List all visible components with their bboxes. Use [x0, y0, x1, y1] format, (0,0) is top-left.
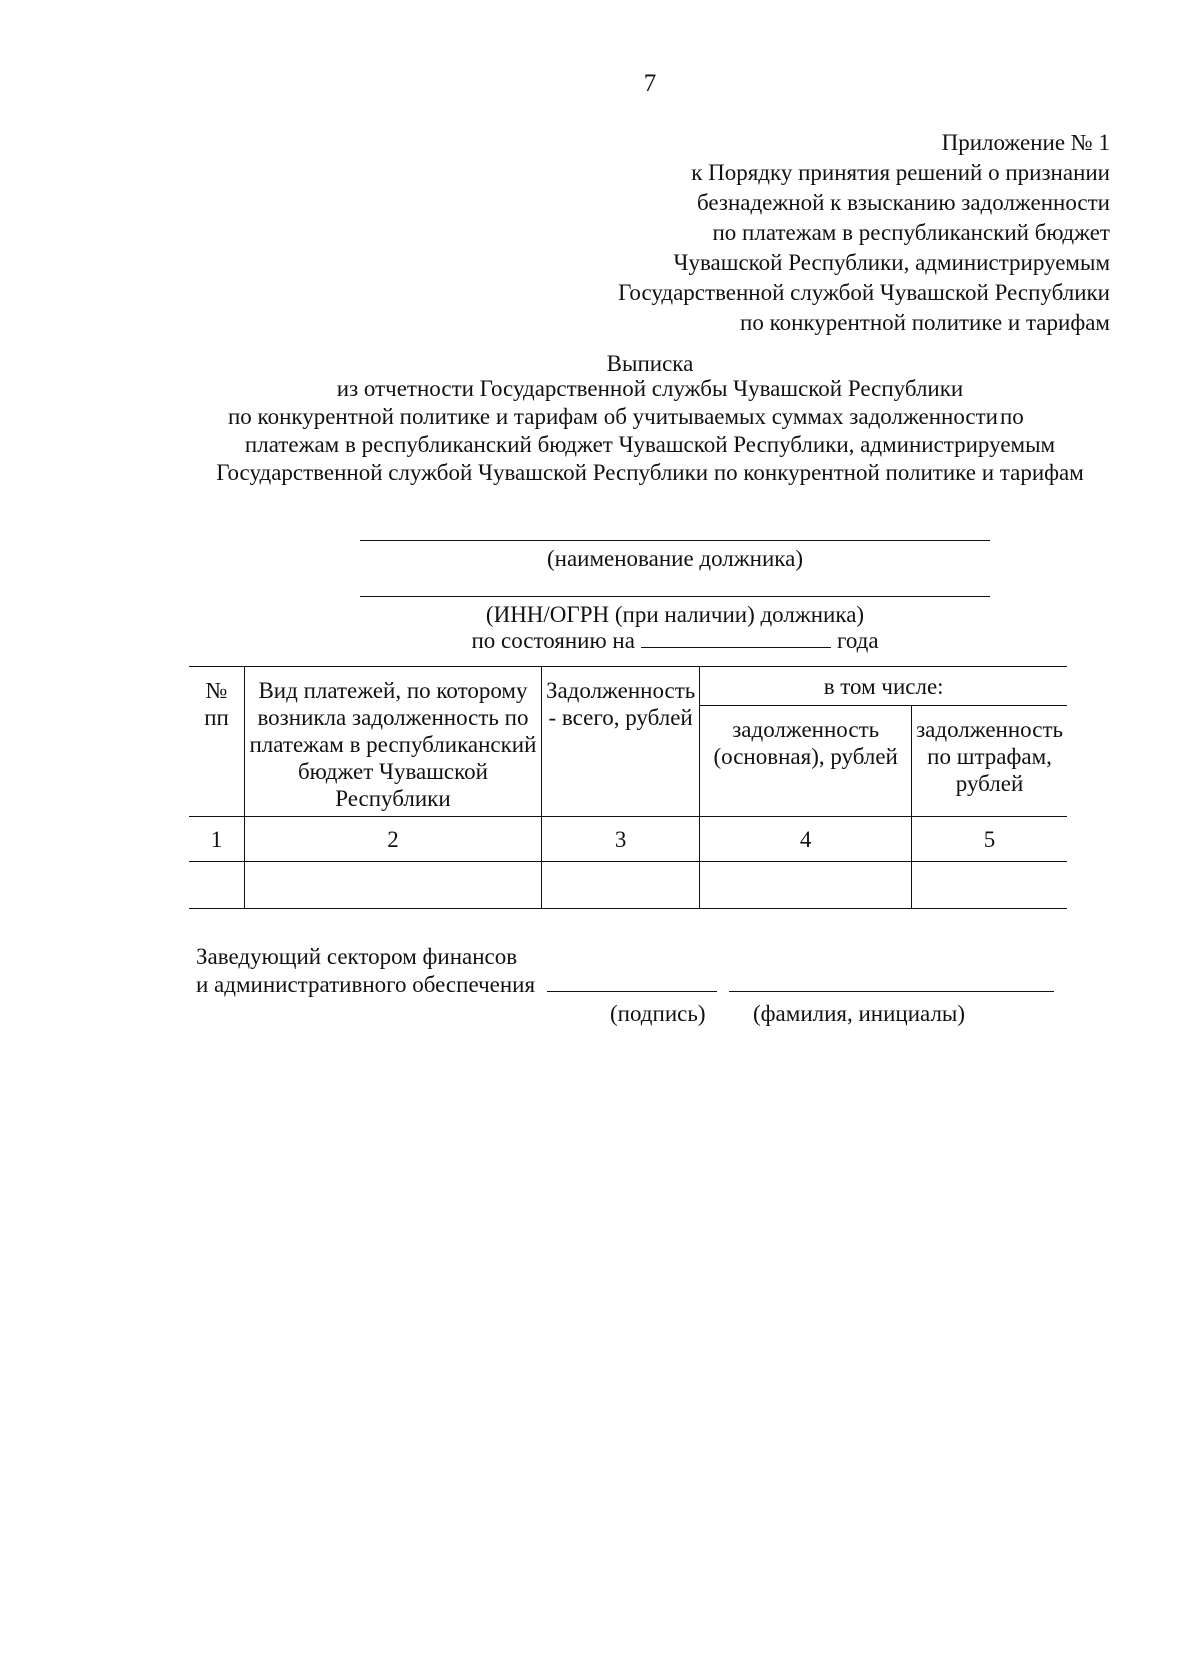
header-number: № пп [189, 667, 245, 817]
header-including: в том числе: [700, 667, 1067, 706]
debtor-inn-caption: (ИНН/ОГРН (при наличии) должника) [485, 602, 865, 627]
as-of-suffix: года [836, 628, 879, 653]
full-name-line[interactable] [729, 973, 1054, 992]
subtitle-line-3: платежам в республиканский бюджет Чувашской Республики, администрируемым [244, 432, 1056, 457]
signature-line[interactable] [547, 973, 717, 992]
debt-table [189, 666, 1067, 909]
appendix-line: Приложение № 1 [941, 130, 1110, 155]
appendix-line: Чувашской Республики, администрируемым [673, 250, 1110, 275]
document-subtitle [200, 375, 1100, 487]
subtitle-line-2-right: по [1000, 404, 1024, 429]
as-of-date-blank[interactable] [641, 629, 831, 648]
column-number: 2 [245, 817, 542, 862]
table-cell[interactable] [912, 862, 1067, 909]
table-cell[interactable] [541, 862, 699, 909]
appendix-reference [470, 128, 1110, 338]
page-number: 7 [643, 70, 657, 97]
debtor-name-line[interactable] [360, 540, 990, 541]
signatory-position-line-2 [196, 971, 1096, 999]
appendix-line: по платежам в республиканский бюджет [712, 220, 1110, 245]
header-principal-debt: задолженность (основная), рублей [700, 706, 912, 817]
appendix-line: к Порядку принятия решений о признании [691, 160, 1110, 185]
signatory-position-line-1: Заведующий сектором финансов [196, 944, 518, 969]
debtor-inn-line[interactable] [360, 596, 990, 597]
column-number: 4 [700, 817, 912, 862]
as-of-date-line [360, 627, 990, 655]
column-number: 3 [541, 817, 699, 862]
header-fines-debt: задолженность по штрафам, рублей [912, 706, 1067, 817]
table-cell[interactable] [245, 862, 542, 909]
table-cell[interactable] [189, 862, 245, 909]
appendix-line: безнадежной к взысканию задолженности [696, 190, 1110, 215]
subtitle-line-4: Государственной службой Чувашской Республики по конкурентной политике и тарифам [216, 460, 1084, 485]
full-name-caption: (фамилия, инициалы) [753, 1001, 966, 1026]
subtitle-line-2 [200, 403, 1100, 431]
signatory-block [196, 943, 1096, 999]
appendix-line: Государственной службой Чувашской Республики [618, 280, 1110, 305]
header-payment-type: Вид платежей, по которому возникла задолженность по платежам в республиканский бюджет Чувашской Республики [245, 667, 542, 817]
appendix-line: по конкурентной политике и тарифам [740, 310, 1110, 335]
signature-caption: (подпись) [610, 1001, 706, 1026]
header-total-debt: Задолженность - всего, рублей [541, 667, 699, 817]
as-of-prefix: по состоянию на [471, 628, 635, 653]
column-number: 1 [189, 817, 245, 862]
signatory-position-text: и административного обеспечения [196, 972, 536, 997]
subtitle-line-1: из отчетности Государственной службы Чувашской Республики [336, 376, 964, 401]
document-title: Выписка [606, 351, 694, 376]
table-row [189, 862, 1067, 909]
column-number: 5 [912, 817, 1067, 862]
table-cell[interactable] [700, 862, 912, 909]
subtitle-line-2-left: по конкурентной политике и тарифам об учитываемых суммах задолженности [228, 404, 998, 429]
debtor-name-caption: (наименование должника) [547, 546, 803, 571]
